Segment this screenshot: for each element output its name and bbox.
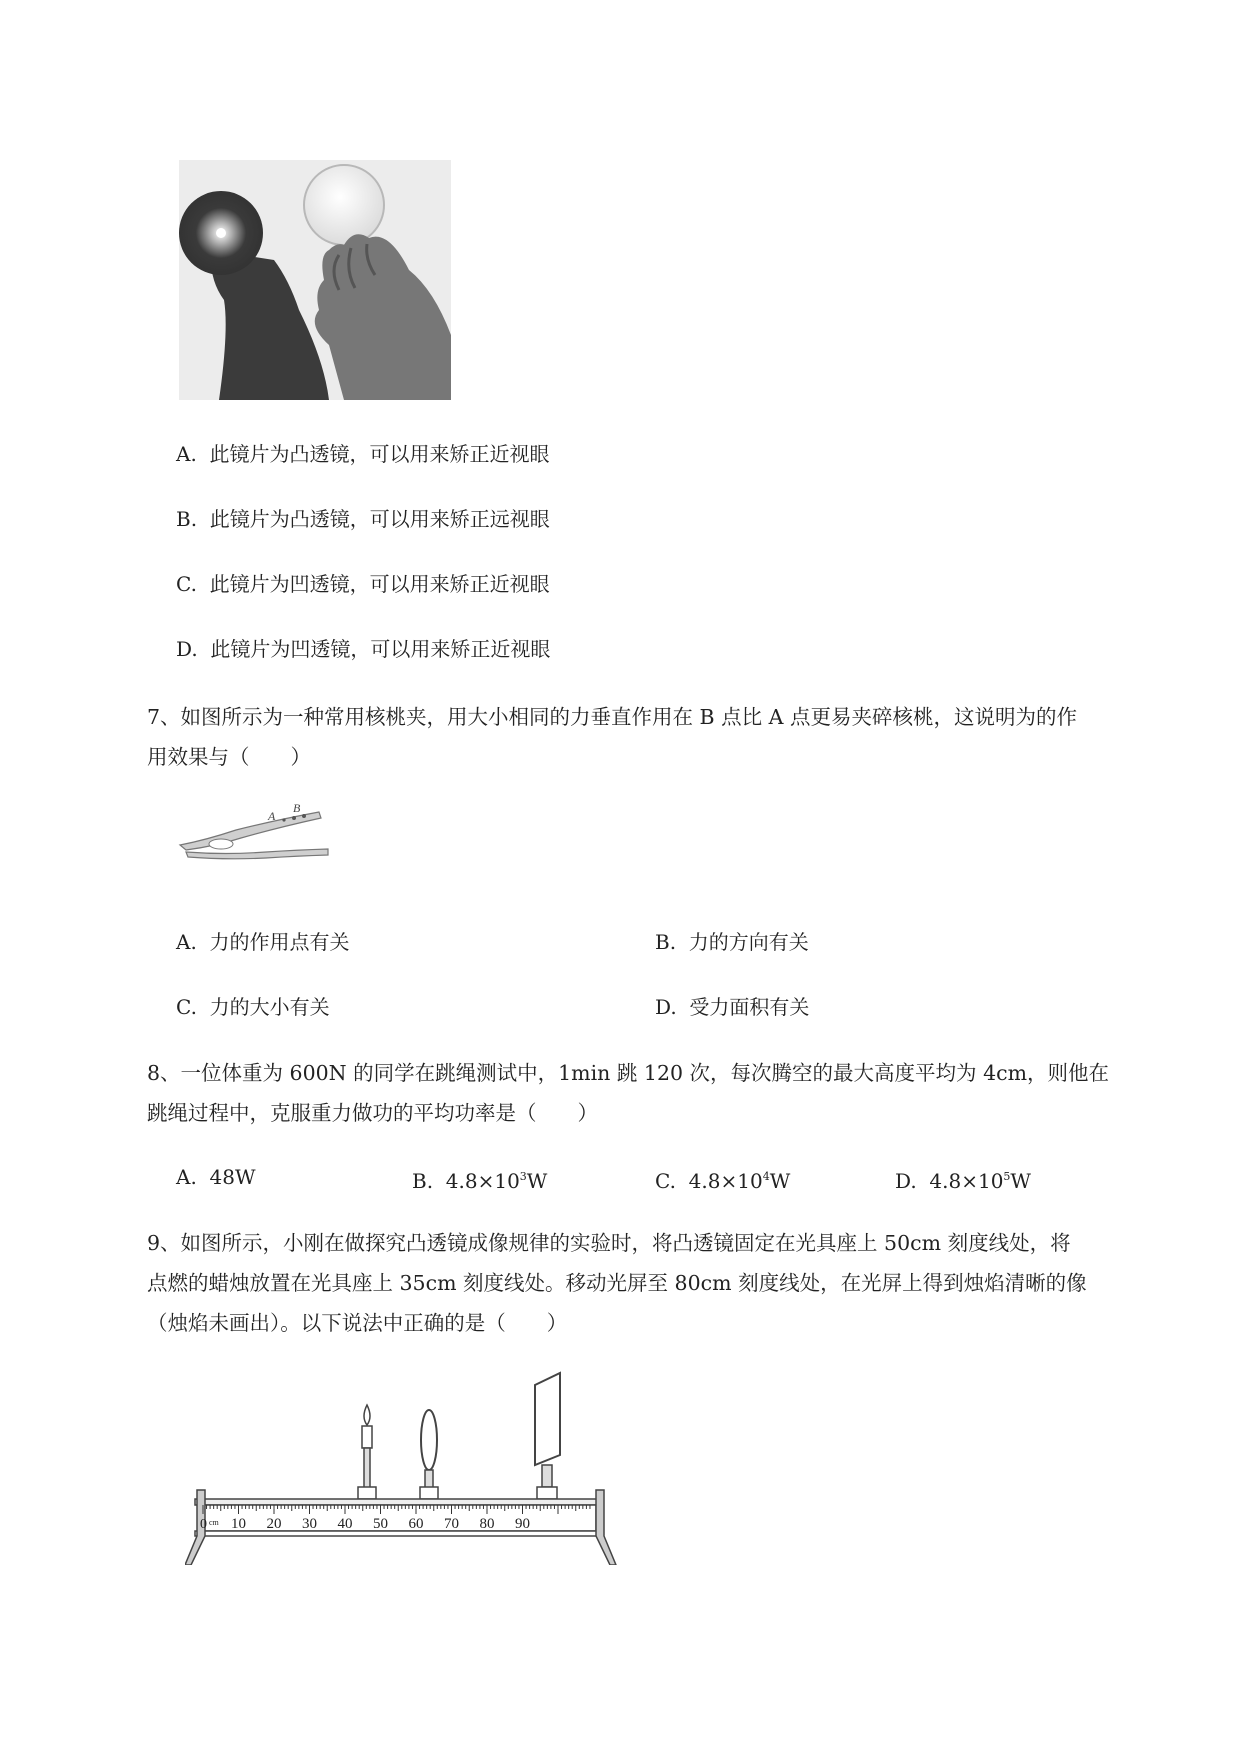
q8-stem	[147, 1053, 1147, 1133]
candle	[362, 1426, 372, 1448]
ruler-tick-label: 90	[515, 1516, 530, 1532]
convex-lens	[421, 1410, 437, 1470]
option-label: C.	[655, 1169, 676, 1193]
ruler-tick-label: 30	[302, 1516, 317, 1532]
option-text: 力的作用点有关	[209, 930, 350, 954]
ruler-tick-label: 20	[266, 1516, 282, 1532]
candle-flame	[364, 1405, 370, 1425]
option-label: D.	[655, 995, 677, 1019]
ruler-tick-labels	[231, 1516, 530, 1532]
q8-line-1: 8、一位体重为 600N 的同学在跳绳测试中，1min 跳 120 次，每次腾空的最大高度平均为 4cm，则他在	[147, 1061, 1110, 1085]
option-text: 此镜片为凹透镜，可以用来矫正近视眼	[210, 637, 551, 661]
q6-option-a	[176, 440, 550, 468]
ruler-tick-label: 40	[337, 1516, 353, 1532]
ruler-unit-label: cm	[209, 1518, 219, 1527]
ruler-tick-label: 70	[444, 1516, 459, 1532]
option-text: 48W	[209, 1165, 256, 1189]
light-screen	[535, 1373, 560, 1465]
option-text: 力的大小有关	[209, 995, 330, 1019]
option-label: A.	[176, 930, 197, 954]
point-b-label: B	[293, 801, 301, 815]
option-text: 受力面积有关	[689, 995, 810, 1019]
option-exponent: 5	[1003, 1170, 1011, 1183]
option-text-pre: 4.8×10	[445, 1169, 520, 1193]
option-text-pre: 4.8×10	[688, 1169, 763, 1193]
option-label: C.	[176, 995, 197, 1019]
q8-option-a	[176, 1163, 256, 1191]
q8-option-b	[412, 1163, 547, 1195]
q7-stem	[147, 697, 1147, 777]
option-text: 此镜片为凸透镜，可以用来矫正远视眼	[209, 507, 550, 531]
option-text: 力的方向有关	[688, 930, 809, 954]
q7-option-b	[655, 928, 809, 956]
q7-line-1: 7、如图所示为一种常用核桃夹，用大小相同的力垂直作用在 B 点比 A 点更易夹碎核桃，这说明为的作	[147, 705, 1077, 729]
q9-line-1: 9、如图所示，小刚在做探究凸透镜成像规律的实验时，将凸透镜固定在光具座上 50cm 刻度线处，将	[147, 1231, 1071, 1255]
q7-option-d	[655, 993, 809, 1021]
q7-option-a	[176, 928, 350, 956]
option-label: D.	[176, 637, 198, 661]
option-label: B.	[655, 930, 677, 954]
option-label: A.	[176, 442, 197, 466]
point-a-label: A	[268, 809, 276, 823]
option-text-pre: 4.8×10	[929, 1169, 1004, 1193]
option-text: 此镜片为凸透镜，可以用来矫正近视眼	[209, 442, 550, 466]
q9-line-2: 点燃的蜡烛放置在光具座上 35cm 刻度线处。移动光屏至 80cm 刻度线处，在光屏上得到烛焰清晰的像	[147, 1271, 1087, 1295]
option-text-post: W	[1010, 1169, 1031, 1193]
option-exponent: 4	[762, 1170, 770, 1183]
option-label: B.	[412, 1169, 434, 1193]
ruler-tick-label: 10	[231, 1516, 246, 1532]
option-label: D.	[895, 1169, 917, 1193]
option-exponent: 3	[519, 1170, 527, 1183]
q7-line-2: 用效果与（ ）	[147, 745, 311, 769]
lens-photo	[179, 160, 451, 400]
q8-option-d	[895, 1163, 1031, 1195]
q6-option-d	[176, 635, 550, 663]
option-label: B.	[176, 507, 198, 531]
q7-option-c	[176, 993, 330, 1021]
option-label: C.	[176, 572, 197, 596]
q6-option-c	[176, 570, 550, 598]
q8-line-2: 跳绳过程中，克服重力做功的平均功率是（ ）	[147, 1101, 598, 1125]
ruler-tick-label: 80	[479, 1516, 495, 1532]
q9-stem	[147, 1223, 1147, 1343]
option-text-post: W	[769, 1169, 791, 1193]
q9-line-3: （烛焰未画出）。以下说法中正确的是（ ）	[147, 1311, 568, 1335]
ruler-tick-label: 50	[373, 1516, 388, 1532]
nutcracker-figure	[176, 800, 336, 860]
q8-option-c	[655, 1163, 790, 1195]
option-label: A.	[176, 1165, 197, 1189]
ruler-tick-label: 60	[408, 1516, 424, 1532]
q6-option-b	[176, 505, 550, 533]
ruler-zero-label: 0	[200, 1517, 207, 1532]
option-text: 此镜片为凹透镜，可以用来矫正近视眼	[209, 572, 550, 596]
lens-circle	[304, 165, 384, 245]
optical-bench-figure	[185, 1365, 685, 1565]
option-text-post: W	[526, 1169, 548, 1193]
